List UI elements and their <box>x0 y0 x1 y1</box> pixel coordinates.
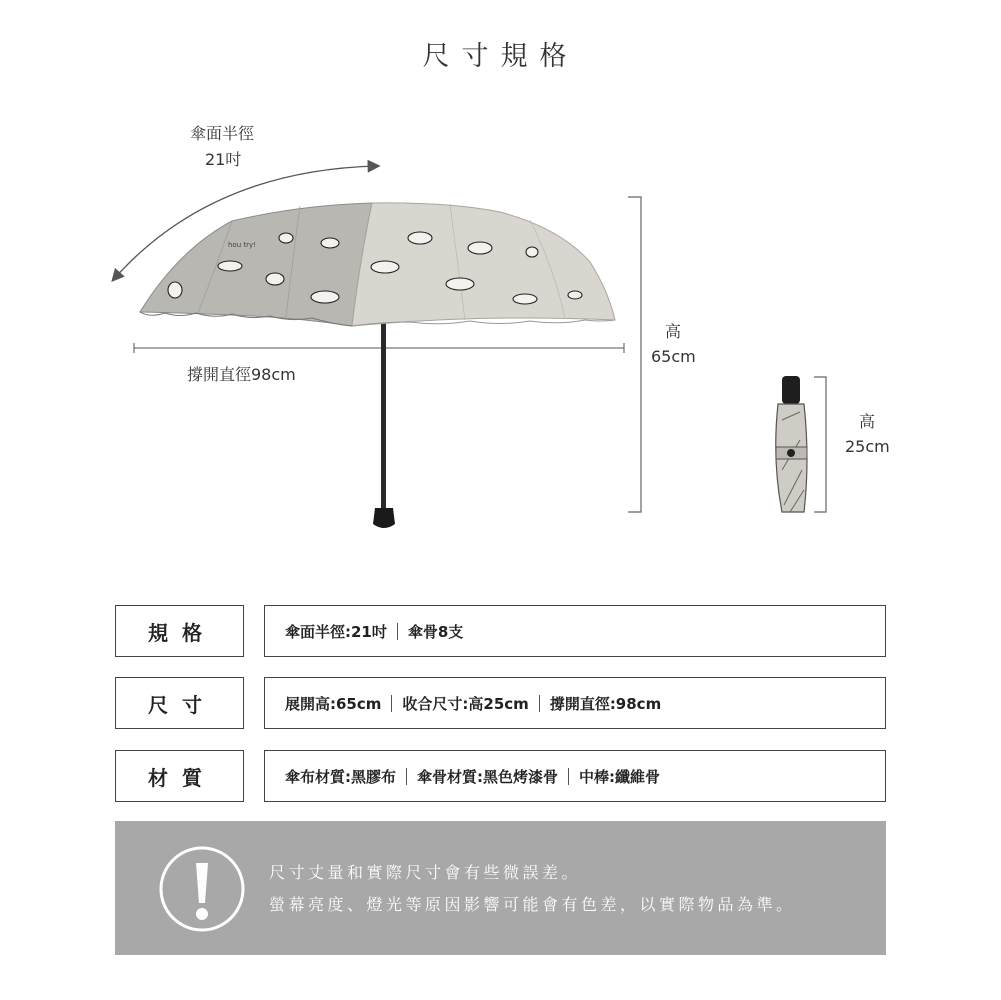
spec-item: 撐開直徑:98cm <box>549 694 662 713</box>
spec-item: 傘面半徑:21吋 <box>285 622 387 641</box>
open-height-label-line1: 高 <box>665 322 682 341</box>
radius-label-line1: 傘面半徑 <box>190 124 255 143</box>
spec-item: 傘布材質:黑膠布 <box>285 767 396 786</box>
closed-umbrella <box>776 376 807 512</box>
closed-height-bracket <box>814 377 826 512</box>
spec-value-specification <box>264 605 886 657</box>
notice-line1: 尺寸丈量和實際尺寸會有些微誤差。 <box>269 863 582 882</box>
spec-item: 收合尺寸:高25cm <box>402 694 529 713</box>
radius-label-line2: 21吋 <box>205 150 242 169</box>
exclamation-icon <box>158 845 246 933</box>
page-title: 尺寸規格 <box>422 41 579 72</box>
diameter-label: 撐開直徑98cm <box>187 365 296 384</box>
spec-item: 傘骨8支 <box>407 622 464 641</box>
notice-box <box>115 821 886 955</box>
diameter-line <box>134 343 624 353</box>
open-height-bracket <box>628 197 641 512</box>
open-height-label-line2: 65cm <box>651 347 696 366</box>
spec-item: 傘骨材質:黑色烤漆骨 <box>417 767 558 786</box>
canopy-print-text: hou try! <box>228 241 256 249</box>
canopy-left-panel <box>140 203 372 326</box>
spec-value-material <box>264 750 886 802</box>
closed-height-label-line1: 高 <box>859 412 876 431</box>
spec-label-size: 尺寸 <box>115 677 244 729</box>
closed-height-label-line2: 25cm <box>845 437 890 456</box>
spec-label-material: 材質 <box>115 750 244 802</box>
notice-text <box>269 857 796 921</box>
spec-item: 中棒:纖維骨 <box>579 767 660 786</box>
spec-label-specification: 規格 <box>115 605 244 657</box>
spec-item: 展開高:65cm <box>285 694 382 713</box>
notice-line2: 螢幕亮度、燈光等原因影響可能會有色差，以實際物品為準。 <box>269 895 796 914</box>
spec-value-size <box>264 677 886 729</box>
